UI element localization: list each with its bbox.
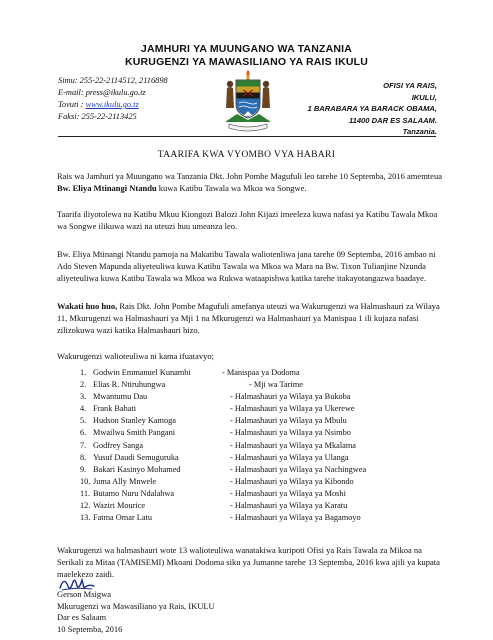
header-republic: JAMHURI YA MUUNGANO WA TANZANIA bbox=[140, 43, 353, 55]
item-name: Bakari Kasinyo Mohamed bbox=[93, 464, 181, 474]
signatory-place: Dar es Salaam bbox=[57, 612, 107, 622]
p4-body: Rais Dkt. John Pombe Magufuli amefanya uteuzi wa Wakurugenzi wa Halmashauri za Wilaya 11, Mkurugenzi wa Halmashauri ya Mji 1 na Mkurugenzi wa Halmashauri ya Manispaa 1 ili kujaza nafasi zilizokuwa wazi katika Halmashauri hizo. bbox=[57, 301, 440, 335]
item-number: 6. bbox=[80, 428, 87, 438]
item-place: - Mji wa Tarime bbox=[249, 380, 303, 390]
list-item bbox=[80, 464, 420, 476]
phone-line: Simu: 255-22-2114512, 2116898 bbox=[58, 76, 168, 85]
paragraph-list-intro: Wakurugenzi walioteuliwa ni kama ifuatavyo; bbox=[57, 351, 214, 361]
list-item bbox=[80, 415, 420, 427]
item-place: - Halmashauri ya Wilaya ya Bagamoyo bbox=[230, 513, 361, 523]
address-line-5: Tanzania. bbox=[402, 127, 437, 136]
item-name: Godwin Emmanuel Kunambi bbox=[93, 368, 191, 377]
item-place: - Halmashauri ya Wilaya ya Mbulu bbox=[230, 416, 347, 426]
p1-appointee-name: Bw. Eliya Mtinangi Ntandu bbox=[57, 183, 157, 193]
address-line-4: 11400 DAR ES SALAAM. bbox=[348, 115, 437, 125]
office-address bbox=[300, 80, 437, 138]
item-name: Elias R. Ntiruhungwa bbox=[93, 380, 166, 390]
list-item bbox=[80, 452, 420, 464]
item-number: 8. bbox=[80, 452, 87, 462]
item-place: - Halmashauri ya Wilaya ya Kibondo bbox=[230, 476, 354, 486]
paragraph-directors bbox=[57, 300, 443, 336]
fax-line: Faksi: 255-22-2113425 bbox=[58, 112, 137, 121]
website-link[interactable]: www.ikulu.go.tz bbox=[85, 100, 139, 109]
item-name: Mwantumu Dau bbox=[93, 392, 148, 402]
list-item bbox=[80, 379, 420, 391]
email-line bbox=[58, 87, 168, 99]
item-place: - Manispaa ya Dodoma bbox=[222, 368, 300, 377]
item-number: 7. bbox=[80, 440, 87, 450]
website-label: Tovuti : bbox=[58, 100, 86, 109]
item-number: 12. bbox=[80, 501, 91, 511]
document-title: TAARIFA KWA VYOMBO VYA HABARI bbox=[157, 149, 336, 160]
item-name: Frank Bahati bbox=[93, 404, 137, 414]
paragraph-statement: Taarifa iliyotolewa na Katibu Mkuu Kiongozi Balozi John Kijazi imeeleza kuwa nafasi ya Katibu Tawala Mkoa wa Songwe ilikuwa wazi na uteuzi huu umeanza leo. bbox=[57, 209, 438, 231]
paragraph-swearing-in: Bw. Eliya Mtinangi Ntandu pamoja na Makatibu Tawala waliotenliwa jana tarehe 09 Septemba, 2016 ambao ni Ado Steven Mapunda aliyeteuliwa kuwa Katibu Tawala wa Mkoa wa Mara na Bw. Tixon Tulianjine Nzunda aliyeteuliwa kuwa Katibu Tawala wa Mkoa wa Rukwa wataapishwa katika tarehe itakayotangazwa baadaye. bbox=[57, 249, 436, 283]
paragraph-reporting: Wakurugenzi wa halmashauri wote 13 walioteuliwa wanatakiwa kuripoti Ofisi ya Rais Tawala za Mikoa na Serikali za Mitaa (TAMISEMI) Mkoani Dodoma siku ya Jumanne tarehe 13 Septemba, 2016 kwa ajili ya kupata maelekezo zaidi. bbox=[57, 545, 440, 579]
item-number: 13. bbox=[80, 513, 91, 523]
item-name: Hudson Stanley Kamoga bbox=[93, 416, 176, 426]
item-number: 9. bbox=[80, 464, 87, 474]
signatory-name: Gerson Msigwa bbox=[57, 589, 112, 599]
item-place: - Halmashauri ya Wilaya ya Mkalama bbox=[230, 440, 356, 450]
list-item bbox=[80, 500, 420, 512]
item-name: Butamo Nuru Ndalahwa bbox=[93, 488, 175, 498]
address-line-1: OFISI YA RAIS, bbox=[383, 81, 437, 90]
header-directorate: KURUGENZI YA MAWASILIANO YA RAIS IKULU bbox=[124, 56, 369, 68]
list-item bbox=[80, 440, 420, 452]
signatory-date: 10 Septemba, 2016 bbox=[57, 623, 123, 634]
header-divider bbox=[58, 136, 436, 137]
item-place: - Halmashauri ya Wilaya ya Nsimbo bbox=[230, 428, 351, 438]
p1-text-c: kuwa Katibu Tawala wa Mkoa wa Songwe. bbox=[156, 183, 307, 193]
item-name: Waziri Mourice bbox=[93, 501, 146, 511]
list-item bbox=[80, 367, 420, 379]
list-item bbox=[80, 427, 420, 439]
item-number: 5. bbox=[80, 416, 87, 426]
signatory-title: Mkurugenzi wa Mawasiliano ya Rais, IKULU bbox=[57, 600, 215, 611]
item-number: 10. bbox=[80, 476, 91, 486]
address-line-3: 1 BARABARA YA BARACK OBAMA, bbox=[307, 104, 437, 113]
list-item bbox=[80, 391, 420, 403]
item-number: 1. bbox=[80, 368, 87, 377]
website-line bbox=[58, 99, 168, 111]
email-label: E-mail: bbox=[58, 88, 86, 97]
item-number: 2. bbox=[80, 380, 87, 390]
paragraph-appointment bbox=[57, 170, 443, 194]
item-place: - Halmashauri ya Wilaya ya Bukoba bbox=[230, 392, 351, 402]
item-place: - Halmashauri ya Wilaya ya Moshi bbox=[230, 488, 346, 498]
item-number: 4. bbox=[80, 404, 87, 414]
item-place: - Halmashauri ya Wilaya ya Ulanga bbox=[230, 452, 349, 462]
item-name: Godfrey Sanga bbox=[93, 440, 143, 450]
item-number: 11. bbox=[80, 488, 91, 498]
item-place: - Halmashauri ya Wilaya ya Ukerewe bbox=[230, 404, 355, 414]
signature-block bbox=[57, 589, 215, 635]
contact-block bbox=[58, 75, 168, 123]
coat-of-arms-icon bbox=[219, 70, 277, 134]
list-item bbox=[80, 512, 420, 524]
item-name: Fatma Omar Latu bbox=[93, 513, 152, 523]
list-item bbox=[80, 488, 420, 500]
item-number: 3. bbox=[80, 392, 87, 402]
appointees-list bbox=[80, 367, 420, 524]
item-place: - Halmashauri ya Wilaya ya Nachingwea bbox=[230, 464, 367, 474]
item-name: Juma Ally Mnwele bbox=[93, 476, 157, 486]
item-name: Yusuf Daudi Semuguruka bbox=[93, 452, 179, 462]
p4-lead: Wakati huo huo, bbox=[57, 301, 118, 311]
item-place: - Halmashauri ya Wilaya ya Karatu bbox=[230, 501, 348, 511]
list-item bbox=[80, 403, 420, 415]
p1-text-a: Rais wa Jamhuri ya Muungano wa Tanzania Dkt. John Pombe Magufuli leo tarehe 10 Septemba, 2016 amemteua bbox=[57, 171, 442, 181]
email-value: press@ikulu.go.tz bbox=[85, 88, 146, 97]
list-item bbox=[80, 476, 420, 488]
item-name: Mwailwa Smith Pangani bbox=[93, 428, 176, 438]
address-line-2: IKULU, bbox=[411, 92, 437, 102]
